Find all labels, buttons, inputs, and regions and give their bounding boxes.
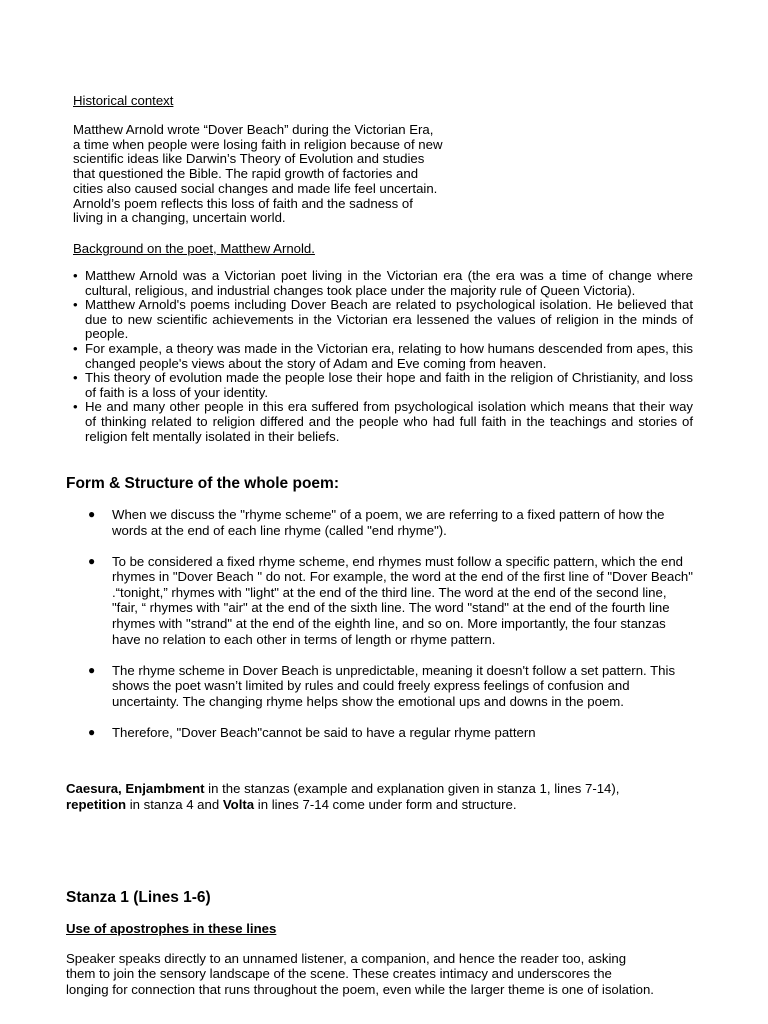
text-line: them to join the sensory landscape of the scene. These creates intimacy and underscores the bbox=[66, 966, 612, 982]
bullet-icon: ● bbox=[88, 724, 96, 739]
term-repetition: repetition bbox=[66, 796, 127, 812]
list-item bbox=[73, 371, 693, 400]
text-line: a time when people were losing faith in religion because of new bbox=[73, 136, 443, 152]
text-line: living in a changing, uncertain world. bbox=[73, 210, 286, 226]
stanza-1-heading: Stanza 1 (Lines 1-6) bbox=[66, 889, 211, 906]
list-item-text: Therefore, "Dover Beach"cannot be said to have a regular rhyme pattern bbox=[112, 724, 536, 740]
list-item-text: Matthew Arnold was a Victorian poet living in the Victorian era (the era was a time of change where cultural, religious, and industrial changes took place under the majority rule of Queen Victoria). bbox=[85, 268, 693, 298]
form-structure-heading: Form & Structure of the whole poem: bbox=[66, 475, 339, 492]
text-line: Speaker speaks directly to an unnamed listener, a companion, and hence the reader too, asking bbox=[66, 951, 627, 966]
list-item-text: Matthew Arnold's poems including Dover Beach are related to psychological isolation. He believed that due to new scientific achievements in the Victorian era lessened the values of religion in the minds of people. bbox=[85, 297, 693, 342]
devices-text: in lines 7-14 come under form and structure. bbox=[254, 796, 517, 812]
list-item bbox=[66, 554, 696, 648]
devices-text: in the stanzas (example and explanation given in stanza 1, lines 7-14), bbox=[204, 781, 620, 796]
text-line: cities also caused social changes and made life feel uncertain. bbox=[73, 180, 438, 196]
list-item-text: This theory of evolution made the people lose their hope and faith in the religion of Christianity, and loss of faith is a loss of your identity. bbox=[85, 370, 693, 400]
list-item bbox=[73, 298, 693, 342]
text-line: Matthew Arnold wrote “Dover Beach” during the Victorian Era, bbox=[73, 122, 434, 137]
list-item bbox=[73, 269, 693, 298]
bullet-icon: ● bbox=[88, 553, 96, 568]
list-item bbox=[66, 663, 696, 710]
list-item-text: When we discuss the "rhyme scheme" of a poem, we are referring to a fixed pattern of how the words at the end of each line rhyme (called "end rhyme"). bbox=[112, 507, 665, 538]
bullet-icon: ● bbox=[88, 662, 96, 677]
bullet-icon: ● bbox=[88, 507, 96, 521]
bullet-icon: • bbox=[73, 268, 78, 283]
devices-text: in stanza 4 and bbox=[126, 796, 223, 812]
text-line: that questioned the Bible. The rapid growth of factories and bbox=[73, 166, 419, 182]
bullet-icon: • bbox=[73, 340, 78, 356]
list-item-text: For example, a theory was made in the Victorian era, relating to how humans descended from apes, this changed people's views about the story of Adam and Eve coming from heaven. bbox=[85, 340, 693, 371]
text-line: longing for connection that runs throughout the poem, even while the larger theme is one of isolation. bbox=[66, 981, 654, 997]
bullet-icon: • bbox=[73, 370, 78, 386]
list-item bbox=[73, 342, 693, 371]
list-item bbox=[66, 507, 696, 538]
bullet-icon: • bbox=[73, 297, 78, 313]
list-item-text: The rhyme scheme in Dover Beach is unpredictable, meaning it doesn't follow a set pattern. This shows the poet wasn’t limited by rules and could freely express feelings of confusion and uncertainty. The changing rhyme helps show the emotional ups and downs in the poem. bbox=[112, 662, 676, 709]
term-volta: Volta bbox=[222, 796, 255, 812]
text-line: scientific ideas like Darwin’s Theory of Evolution and studies bbox=[73, 151, 425, 167]
list-item-text: To be considered a fixed rhyme scheme, end rhymes must follow a specific pattern, which the end rhymes in "Dover Beach " do not. For example, the word at the end of the first line of "Dover Beach" .“tonight,” rhymes with "light" at the end of the third line. The word at the end of the second line, "fair, “ rhymes with "air" at the end of the sixth line. The word "stand" at the end of the fourth line rhymes with "strand" at the end of the eighth line, and so on. More importantly, the four stanzas have no relation to each other in terms of length or rhyme pattern. bbox=[112, 553, 693, 647]
list-item bbox=[73, 400, 693, 444]
apostrophes-subheading: Use of apostrophes in these lines bbox=[66, 921, 277, 936]
stanza-1-body bbox=[66, 951, 706, 997]
list-item-text: He and many other people in this era suffered from psychological isolation which means that their way of thinking related to religion differed and the people who had full faith in the teachings and stories of religion felt mentally isolated in their beliefs. bbox=[85, 399, 693, 444]
poet-background-list bbox=[73, 269, 693, 444]
historical-context-body bbox=[73, 123, 483, 226]
form-structure-list bbox=[66, 507, 696, 756]
historical-context-title: Historical context bbox=[73, 93, 174, 108]
bullet-icon: • bbox=[73, 399, 78, 415]
term-caesura-enjambment: Caesura, Enjambment bbox=[66, 781, 205, 796]
text-line: Arnold’s poem reflects this loss of faith and the sadness of bbox=[73, 195, 413, 211]
devices-paragraph bbox=[66, 781, 686, 812]
list-item bbox=[66, 725, 696, 741]
poet-background-title: Background on the poet, Matthew Arnold. bbox=[73, 241, 315, 256]
